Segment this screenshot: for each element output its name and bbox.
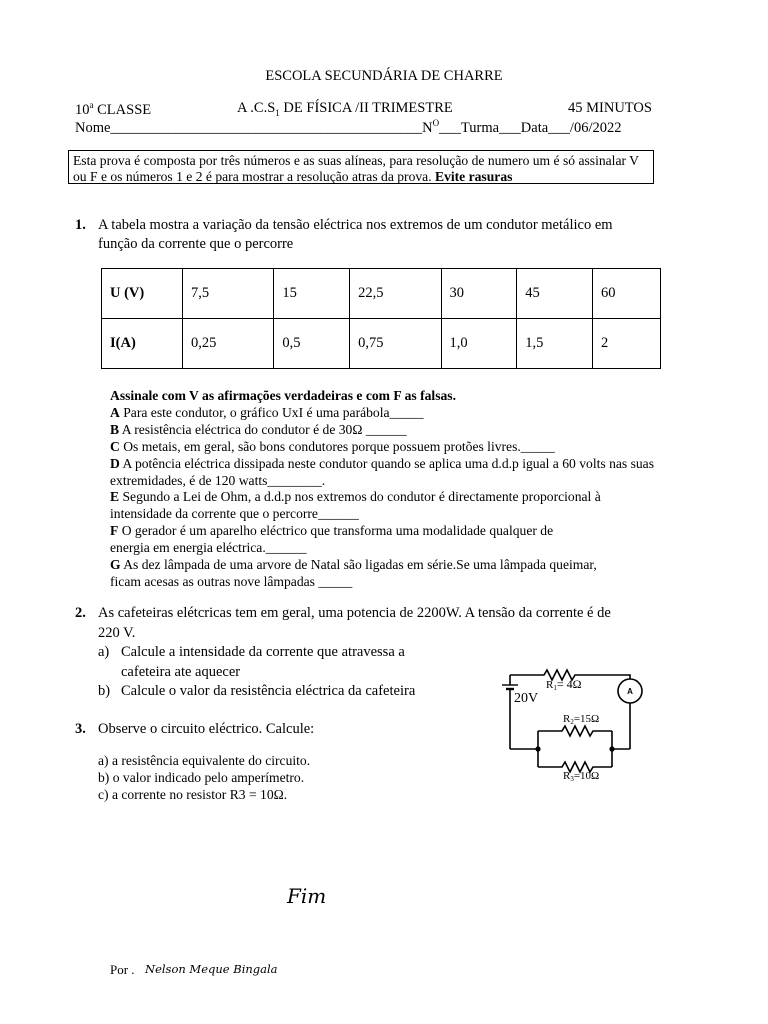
table-row [102, 319, 661, 369]
r2-label: R2=15Ω [563, 713, 600, 726]
table-cell: 0,25 [183, 319, 274, 369]
q1-text-line1: A tabela mostra a variação da tensão eléctrica nos extremos de um condutor metálico em [98, 217, 613, 233]
student-info-line: $Nome\_\_\_\_\_\_\_\_\_\_\_\_\_\_\_\_\_\_\_\_\_\_\_\_\_\_\_\_\_\_\_\_\_\_\_\_\_\_\_\_\_\_\_N^O\_\_\_Turma\_\_\_Data\_\_\_/06/2022$ [75, 118, 622, 136]
ammeter-label: A [627, 687, 633, 696]
q2-text-line1: As cafeteiras elétcricas tem em geral, uma potencia de 2200W. A tensão da corrente é de [98, 605, 611, 621]
table-row [102, 269, 661, 319]
q2-a-line2: cafeteira ate aquecer [121, 664, 241, 680]
q1-instruction: Assinale com V as afirmações verdadeiras e com F as falsas. [110, 388, 456, 403]
row-label-voltage: U (V) [102, 269, 183, 319]
q1-statements [110, 388, 670, 591]
school-name: ESCOLA SECUNDÁRIA DE CHARRE [265, 68, 503, 84]
table-cell: 0,75 [350, 319, 441, 369]
test-title: A $.C.S_1$ DE FÍSICA /II TRIMESTRE [237, 100, 453, 118]
q3-text: Observe o circuito eléctrico. Calcule: [98, 721, 315, 737]
statement-c: C Os metais, em geral, são bons condutores porque possuem protões livres._____ [110, 438, 555, 454]
q3-number: 3. [75, 721, 86, 737]
q2-a-label: a) [98, 644, 110, 660]
q2-a-line1: Calcule a intensidade da corrente que atravessa a [121, 644, 405, 660]
statement-g: G As dez lâmpada de uma arvore de Natal são ligadas em série.Se uma lâmpada queimar, ficam acesas as outras nove lâmpadas _____ [110, 557, 597, 589]
voltage-current-table [101, 268, 661, 369]
q1-text-line2: função da corrente que o percorre [98, 236, 294, 252]
q2-b-label: b) [98, 683, 111, 699]
r1-label: R1= 4Ω [546, 677, 582, 692]
row-label-current: I(A) [102, 319, 183, 369]
q3-c: c) a corrente no resistor R3 = 10Ω. [98, 787, 288, 802]
table-cell: 30 [441, 269, 517, 319]
class-level: 10$^a$ CLASSE [75, 100, 152, 118]
statement-e: E Segundo a Lei de Ohm, a d.d.p nos extremos do condutor é directamente proporcional à intensidade da corrente que o percorre______ [110, 489, 601, 522]
q2-number: 2. [75, 605, 86, 621]
statement-a: A Para este condutor, o gráfico UxI é uma parábola_____ [110, 404, 424, 420]
table-cell: 15 [274, 269, 350, 319]
statement-b: B A resistência eléctrica do condutor é de 30Ω ______ [110, 421, 407, 437]
table-cell: 2 [593, 319, 661, 369]
table-cell: 1,5 [517, 319, 593, 369]
statement-d: D A potência eléctrica dissipada neste condutor quando se aplica uma d.d.p igual a 60 volts nas suas extremidades, é de 120 watts________. [110, 455, 654, 488]
end-mark: Fim [287, 884, 327, 908]
test-duration: 45 MINUTOS [568, 100, 652, 116]
author-prefix: Por . [110, 962, 135, 977]
q3-a: a) a resistência equivalente do circuito. [98, 753, 311, 768]
resistor-r2 [538, 726, 612, 736]
r3-label: R3=10Ω [563, 770, 600, 783]
author-signature: Nelson Meque Bingala [145, 962, 278, 976]
table-cell: 22,5 [350, 269, 441, 319]
voltage-label: 20V [514, 691, 539, 706]
junction-node [609, 746, 614, 751]
table-cell: 60 [593, 269, 661, 319]
statement-f: F O gerador é um aparelho eléctrico que transforma uma modalidade qualquer de energia em energia eléctrica.______ [110, 523, 554, 556]
table-cell: 7,5 [183, 269, 274, 319]
table-cell: 45 [517, 269, 593, 319]
q1-number: 1. [75, 217, 86, 233]
q2-text-line2: 220 V. [98, 625, 136, 641]
junction-node [535, 746, 540, 751]
q3-b: b) o valor indicado pelo amperímetro. [98, 770, 305, 785]
circuit-diagram [496, 655, 666, 785]
instructions-box: Esta prova é composta por três números e as suas alíneas, para resolução de numero um é só assinalar V ou F e os números 1 e 2 é para mostrar a resolução atras da prova. Evite rasuras [68, 150, 654, 184]
table-cell: 0,5 [274, 319, 350, 369]
table-cell: 1,0 [441, 319, 517, 369]
q2-b-line: Calcule o valor da resistência eléctrica da cafeteira [121, 683, 416, 699]
